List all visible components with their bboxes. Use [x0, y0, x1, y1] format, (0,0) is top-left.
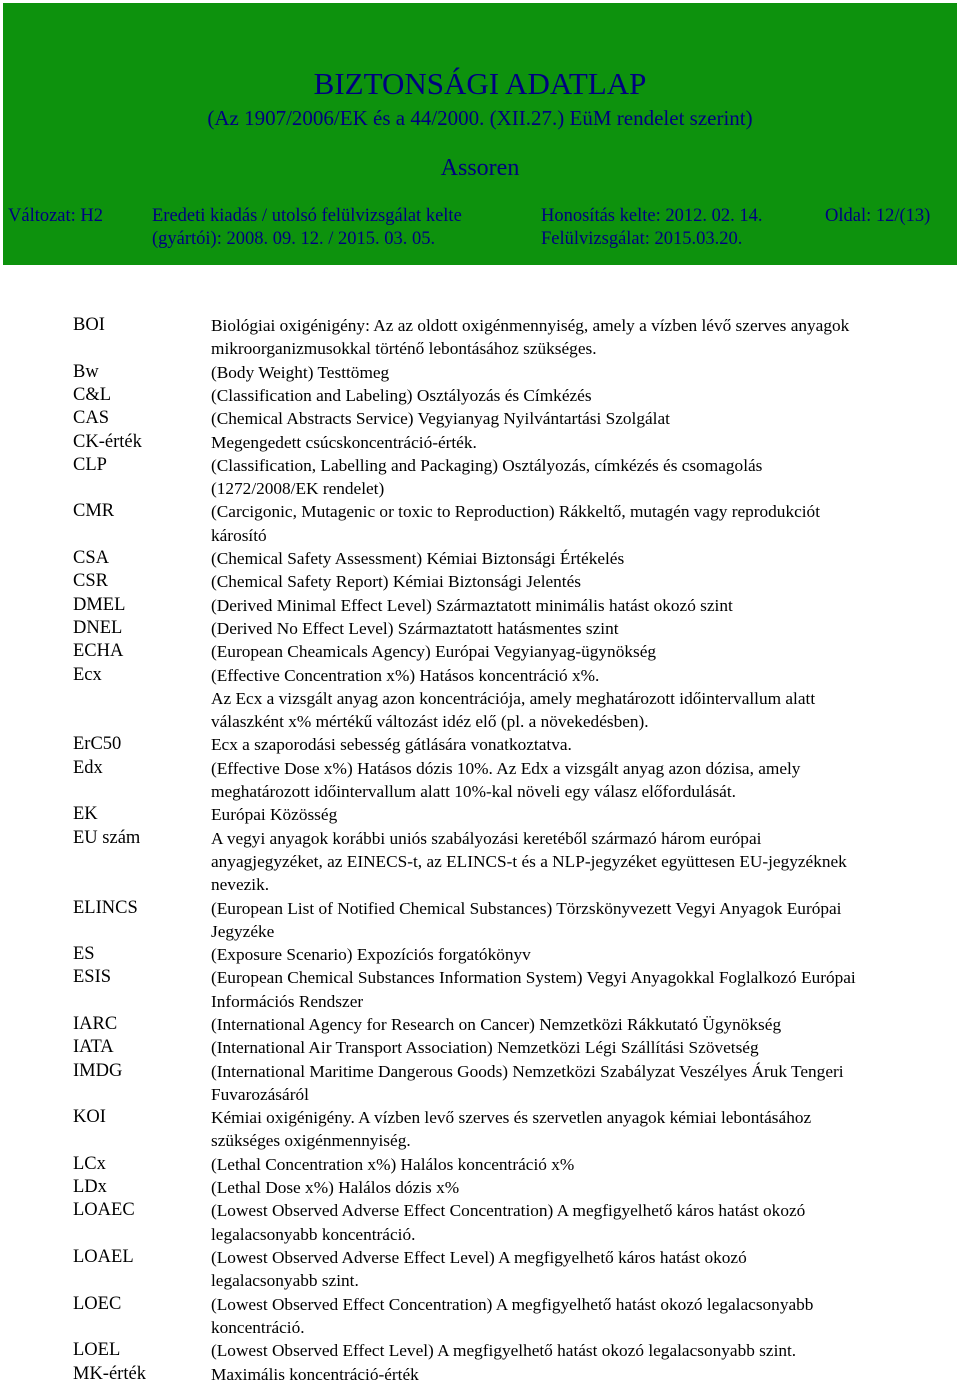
glossary-definition-line: (Carcigonic, Mutagenic or toxic to Reproduction) Rákkeltő, mutagén vagy reprodukciót — [211, 502, 820, 522]
glossary-definition — [211, 803, 956, 826]
authorization-date-line: Felülvizsgálat: 2015.03.20. — [541, 229, 743, 249]
glossary-abbreviation: CLP — [73, 454, 107, 475]
glossary-definition — [211, 1246, 956, 1293]
authorization-date-info — [541, 205, 762, 251]
company-name: Assoren — [440, 155, 520, 181]
glossary-abbreviation: IATA — [73, 1037, 114, 1058]
glossary-definition — [211, 547, 956, 570]
glossary-row — [0, 664, 960, 734]
glossary-abbreviation: LOEL — [73, 1340, 121, 1361]
glossary-definition-line: (Chemical Abstracts Service) Vegyianyag Nyilvántartási Szolgálat — [211, 409, 670, 429]
glossary-row — [0, 943, 960, 966]
glossary-abbreviation: LCx — [73, 1153, 106, 1174]
glossary-definition-line: koncentráció. — [211, 1317, 305, 1337]
glossary-row — [0, 1013, 960, 1036]
glossary-definition — [211, 897, 956, 944]
glossary-abbreviation: DNEL — [73, 617, 123, 638]
glossary-definition-line: nevezik. — [211, 875, 270, 895]
glossary-definition-line: legalacsonyabb szint. — [211, 1271, 359, 1291]
glossary-definition-line: meghatározott időintervallum alatt 10%-kal növeli egy válasz előfordulását. — [211, 781, 736, 801]
glossary-definition — [211, 1036, 956, 1059]
glossary-row — [0, 1199, 960, 1246]
page-number: Oldal: 12/(13) — [825, 206, 931, 226]
glossary-definition-line: (International Maritime Dangerous Goods) Nemzetközi Szabályzat Veszélyes Áruk Tengeri — [211, 1061, 844, 1081]
glossary-definition — [211, 640, 956, 663]
glossary-definition — [211, 314, 956, 361]
glossary-abbreviation: LDx — [73, 1177, 107, 1198]
glossary-row — [0, 827, 960, 897]
glossary-row — [0, 1106, 960, 1153]
glossary-definition — [211, 431, 956, 454]
glossary-definition-line: Maximális koncentráció-érték — [211, 1364, 419, 1384]
issue-date-info — [152, 205, 462, 251]
glossary-definition — [211, 1363, 956, 1386]
glossary-row — [0, 757, 960, 804]
glossary-definition — [211, 361, 956, 384]
glossary-abbreviation: EU szám — [73, 827, 141, 848]
glossary-row — [0, 431, 960, 454]
glossary-definition — [211, 1060, 956, 1107]
glossary-row — [0, 407, 960, 430]
glossary-definition — [211, 664, 956, 734]
glossary-definition-line: (Lethal Concentration x%) Halálos koncentráció x% — [211, 1154, 575, 1174]
glossary-row — [0, 1293, 960, 1340]
document-title: BIZTONSÁGI ADATLAP — [313, 66, 647, 101]
glossary-row — [0, 361, 960, 384]
glossary-abbreviation: LOAEL — [73, 1247, 134, 1267]
issue-date-line: (gyártói): 2008. 09. 12. / 2015. 03. 05. — [152, 229, 436, 249]
glossary-row — [0, 594, 960, 617]
glossary-abbreviation: KOI — [73, 1107, 106, 1128]
glossary-row — [0, 570, 960, 593]
glossary-abbreviation: MK-érték — [73, 1363, 146, 1384]
glossary-row — [0, 1176, 960, 1199]
glossary-row — [0, 454, 960, 501]
glossary-definition-line: szükséges oxigénmennyiség. — [211, 1131, 411, 1151]
glossary-definition-line: A vegyi anyagok korábbi uniós szabályozási keretéből származó három európai — [211, 828, 762, 848]
glossary-definition — [211, 1013, 956, 1036]
glossary-abbreviation: Bw — [73, 361, 99, 382]
glossary-definition-line: Európai Közösség — [211, 805, 338, 825]
glossary-row — [0, 1246, 960, 1293]
glossary-definition-line: Fuvarozásáról — [211, 1084, 309, 1104]
glossary-definition — [211, 1293, 956, 1340]
glossary-definition-line: (Effective Concentration x%) Hatásos koncentráció x%. — [211, 665, 600, 685]
glossary-abbreviation: ESIS — [73, 967, 112, 988]
glossary-definition — [211, 1339, 956, 1362]
document-header — [3, 3, 957, 265]
glossary-definition — [211, 570, 956, 593]
glossary-abbreviation: BOI — [73, 315, 105, 335]
glossary-abbreviation: ES — [73, 944, 95, 965]
glossary-definition-line: (Derived Minimal Effect Level) Származtatott minimális hatást okozó szint — [211, 595, 733, 615]
glossary-definition — [211, 384, 956, 407]
glossary-row — [0, 803, 960, 826]
glossary-abbreviation: CMR — [73, 501, 115, 522]
glossary-definition-line: (Derived No Effect Level) Származtatott hatásmentes szint — [211, 618, 619, 638]
glossary-definition — [211, 617, 956, 640]
glossary-definition-line: Biológiai oxigénigény: Az az oldott oxigénmennyiség, amely a vízben lévő szerves anyagok — [211, 316, 850, 335]
glossary-abbreviation: ELINCS — [73, 897, 138, 918]
glossary-definition-line: anyagjegyzéket, az EINECS-t, az ELINCS-t és a NLP-jegyzéket együttesen EU-jegyzéknek — [211, 851, 847, 871]
glossary-definition — [211, 966, 956, 1013]
glossary-abbreviation: CK-érték — [73, 431, 142, 452]
glossary-definition — [211, 500, 956, 547]
glossary-row — [0, 1363, 960, 1386]
glossary-abbreviation: CAS — [73, 408, 109, 429]
glossary-definition-line: (Chemical Safety Assessment) Kémiai Biztonsági Értékelés — [211, 549, 625, 568]
glossary-abbreviation: LOAEC — [73, 1200, 135, 1221]
glossary-row — [0, 733, 960, 756]
glossary-definition — [211, 733, 956, 756]
glossary-row — [0, 897, 960, 944]
glossary-definition-line: (International Air Transport Association) Nemzetközi Légi Szállítási Szövetség — [211, 1038, 759, 1058]
glossary-row — [0, 314, 960, 361]
glossary-definition-line: (Lowest Observed Effect Level) A megfigyelhető hatást okozó legalacsonyabb szint. — [211, 1341, 797, 1361]
glossary-abbreviation: ECHA — [73, 641, 124, 662]
glossary-row — [0, 1060, 960, 1107]
glossary-definition-line: Információs Rendszer — [211, 991, 364, 1011]
glossary-row — [0, 547, 960, 570]
glossary-definition-line: (Classification and Labeling) Osztályozás és Címkézés — [211, 385, 592, 405]
glossary-abbreviation: DMEL — [73, 594, 126, 615]
glossary-definition — [211, 454, 956, 501]
glossary-definition-line: (Classification, Labelling and Packaging) Osztályozás, címkézés és csomagolás — [211, 455, 763, 475]
glossary-definition-line: Jegyzéke — [211, 921, 275, 941]
glossary-definition-line: (Body Weight) Testtömeg — [211, 362, 390, 382]
glossary-row — [0, 384, 960, 407]
glossary-abbreviation: CSR — [73, 571, 108, 592]
glossary-definition-line: (International Agency for Research on Cancer) Nemzetközi Rákkutató Ügynökség — [211, 1015, 782, 1034]
glossary-definition — [211, 1199, 956, 1246]
glossary-definition-line: (Effective Dose x%) Hatásos dózis 10%. Az Edx a vizsgált anyag azon dózisa, amely — [211, 758, 801, 778]
glossary-definition-line: (Lethal Dose x%) Halálos dózis x% — [211, 1178, 460, 1198]
glossary-abbreviation: IMDG — [73, 1060, 123, 1081]
glossary-abbreviation: Edx — [73, 757, 103, 778]
glossary-row — [0, 640, 960, 663]
glossary-definition — [211, 827, 956, 897]
glossary-definition-line: (European List of Notified Chemical Substances) Törzskönyvezett Vegyi Anyagok Európai — [211, 898, 842, 918]
glossary-definition-line: károsító — [211, 525, 267, 545]
glossary-definition-line: (European Chemical Substances Information System) Vegyi Anyagokkal Foglalkozó Európai — [211, 968, 856, 988]
glossary-abbreviation: C&L — [73, 384, 112, 405]
authorization-date-line: Honosítás kelte: 2012. 02. 14. — [541, 206, 763, 226]
glossary-abbreviation: Ecx — [73, 664, 102, 685]
glossary-row — [0, 500, 960, 547]
glossary-definition-line: (1272/2008/EK rendelet) — [211, 479, 385, 499]
glossary-definition-line: Megengedett csúcskoncentráció-érték. — [211, 432, 477, 452]
version-label: Változat: H2 — [8, 206, 104, 226]
glossary-abbreviation: CSA — [73, 548, 109, 568]
glossary-definition-line: válaszként x% mértékű változást idéz elő (pl. a növekedésben). — [211, 712, 649, 732]
glossary-definition-line: (Exposure Scenario) Expozíciós forgatókönyv — [211, 945, 531, 965]
glossary-row — [0, 1153, 960, 1176]
glossary-abbreviation: ErC50 — [73, 734, 122, 755]
glossary-definition-line: Az Ecx a vizsgált anyag azon koncentrációja, amely meghatározott időintervallum alatt — [211, 688, 816, 708]
glossary-definition — [211, 1153, 956, 1176]
glossary-abbreviation: IARC — [73, 1014, 118, 1034]
glossary-abbreviation: LOEC — [73, 1293, 122, 1314]
glossary-row — [0, 617, 960, 640]
glossary-abbreviation: EK — [73, 804, 98, 825]
document-subtitle: (Az 1907/2006/EK és a 44/2000. (XII.27.) EüM rendelet szerint) — [207, 106, 753, 130]
glossary-definition — [211, 1106, 956, 1153]
issue-date-line: Eredeti kiadás / utolsó felülvizsgálat kelte — [152, 206, 462, 226]
glossary-row — [0, 966, 960, 1013]
glossary-definition — [211, 757, 956, 804]
glossary-definition-line: (Lowest Observed Adverse Effect Concentration) A megfigyelhető káros hatást okozó — [211, 1201, 806, 1221]
glossary-row — [0, 1036, 960, 1059]
glossary-definition-line: Kémiai oxigénigény. A vízben levő szerves és szervetlen anyagok kémiai lebontásához — [211, 1108, 812, 1128]
glossary-definition-line: Ecx a szaporodási sebesség gátlására vonatkoztatva. — [211, 735, 572, 755]
glossary-definition — [211, 1176, 956, 1199]
glossary-definition-line: (Lowest Observed Adverse Effect Level) A megfigyelhető káros hatást okozó — [211, 1248, 747, 1267]
glossary-definition-line: mikroorganizmusokkal történő lebontásához szükséges. — [211, 339, 597, 359]
glossary-row — [0, 1339, 960, 1362]
glossary-definition — [211, 407, 956, 430]
glossary-definition-line: legalacsonyabb koncentráció. — [211, 1224, 416, 1244]
glossary-definition-line: (Chemical Safety Report) Kémiai Biztonsági Jelentés — [211, 572, 582, 592]
glossary-definition — [211, 943, 956, 966]
glossary-definition-line: (European Cheamicals Agency) Európai Vegyianyag-ügynökség — [211, 642, 657, 662]
glossary-definition-line: (Lowest Observed Effect Concentration) A megfigyelhető hatást okozó legalacsonyabb — [211, 1294, 814, 1314]
glossary-definition — [211, 594, 956, 617]
